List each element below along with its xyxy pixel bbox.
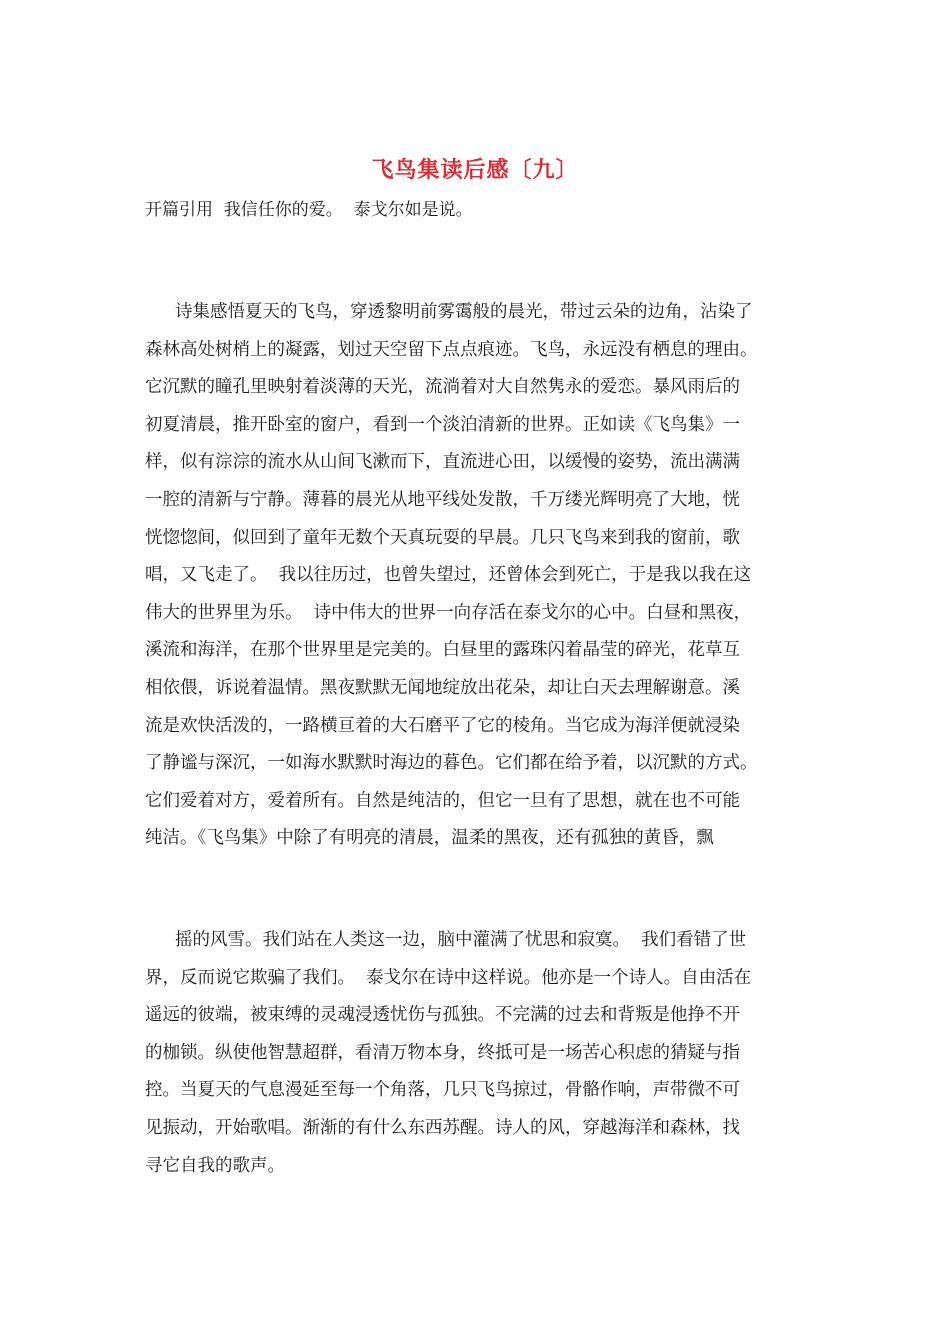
paragraph-2	[145, 922, 815, 1185]
paragraph-1	[145, 294, 815, 858]
paragraph-line: 相依偎，诉说着温情。黑夜默默无闻地绽放出花朵，却让白天去理解谢意。溪	[145, 677, 740, 698]
paragraph-line: 纯洁。《飞鸟集》中除了有明亮的清晨，温柔的黑夜，还有孤独的黄昏，飘	[145, 828, 714, 849]
paragraph-line: 界，反而说它欺骗了我们。 泰戈尔在诗中这样说。他亦是一个诗人。自由活在	[145, 967, 752, 988]
paragraph-line: 恍惚惚间，似回到了童年无数个天真玩耍的早晨。几只飞鸟来到我的窗前，歌	[145, 527, 740, 548]
paragraph-line: 森林高处树梢上的凝露，划过天空留下点点痕迹。飞鸟，永远没有栖息的理由。	[145, 339, 758, 360]
paragraph-line: 样，似有淙淙的流水从山间飞漱而下，直流进心田，以缓慢的姿势，流出满满	[145, 452, 740, 473]
paragraph-line: 摇的风雪。我们站在人类这一边，脑中灌满了忧思和寂寞。 我们看错了世	[175, 930, 747, 950]
paragraph-line: 一腔的清新与宁静。薄暮的晨光从地平线处发散，千万缕光辉明亮了大地，恍	[145, 489, 740, 510]
paragraph-line: 诗集感悟夏天的飞鸟，穿透黎明前雾霭般的晨光，带过云朵的边角，沾染了	[175, 302, 753, 322]
paragraph-line: 伟大的世界里为乐。 诗中伟大的世界一向存活在泰戈尔的心中。白昼和黑夜，	[145, 602, 752, 623]
paragraph-line: 它们爱着对方，爱着所有。自然是纯洁的，但它一旦有了思想，就在也不可能	[145, 790, 740, 811]
paragraph-line: 见振动，开始歌唱。渐渐的有什么东西苏醒。诗人的风，穿越海洋和森林，找	[145, 1117, 740, 1138]
paragraph-line: 它沉默的瞳孔里映射着淡薄的天光，流淌着对大自然隽永的爱恋。暴风雨后的	[145, 377, 740, 398]
paragraph-line: 溪流和海洋，在那个世界里是完美的。白昼里的露珠闪着晶莹的碎光，花草互	[145, 640, 740, 661]
paragraph-line: 遥远的彼端，被束缚的灵魂浸透忧伤与孤独。不完满的过去和背叛是他挣不开	[145, 1005, 740, 1026]
paragraph-line: 唱，又飞走了。 我以往历过，也曾失望过，还曾体会到死亡，于是我以我在这	[145, 565, 752, 586]
page-title: 飞鸟集读后感〔九〕	[371, 157, 579, 183]
intro-line: 开篇引用 我信任你的爱。 泰戈尔如是说。	[145, 200, 473, 220]
paragraph-line: 了静谧与深沉，一如海水默默时海边的暮色。它们都在给予着，以沉默的方式。	[145, 753, 758, 774]
paragraph-line: 控。当夏天的气息漫延至每一个角落，几只飞鸟掠过，骨骼作响，声带微不可	[145, 1080, 740, 1101]
paragraph-line: 流是欢快活泼的，一路横亘着的大石磨平了它的棱角。当它成为海洋便就浸染	[145, 715, 740, 736]
paragraph-line: 寻它自我的歌声。	[145, 1155, 285, 1176]
paragraph-line: 初夏清晨，推开卧室的窗户，看到一个淡泊清新的世界。正如读《飞鸟集》一	[145, 414, 740, 435]
paragraph-line: 的枷锁。纵使他智慧超群，看清万物本身，终抵可是一场苦心积虑的猜疑与指	[145, 1042, 740, 1063]
